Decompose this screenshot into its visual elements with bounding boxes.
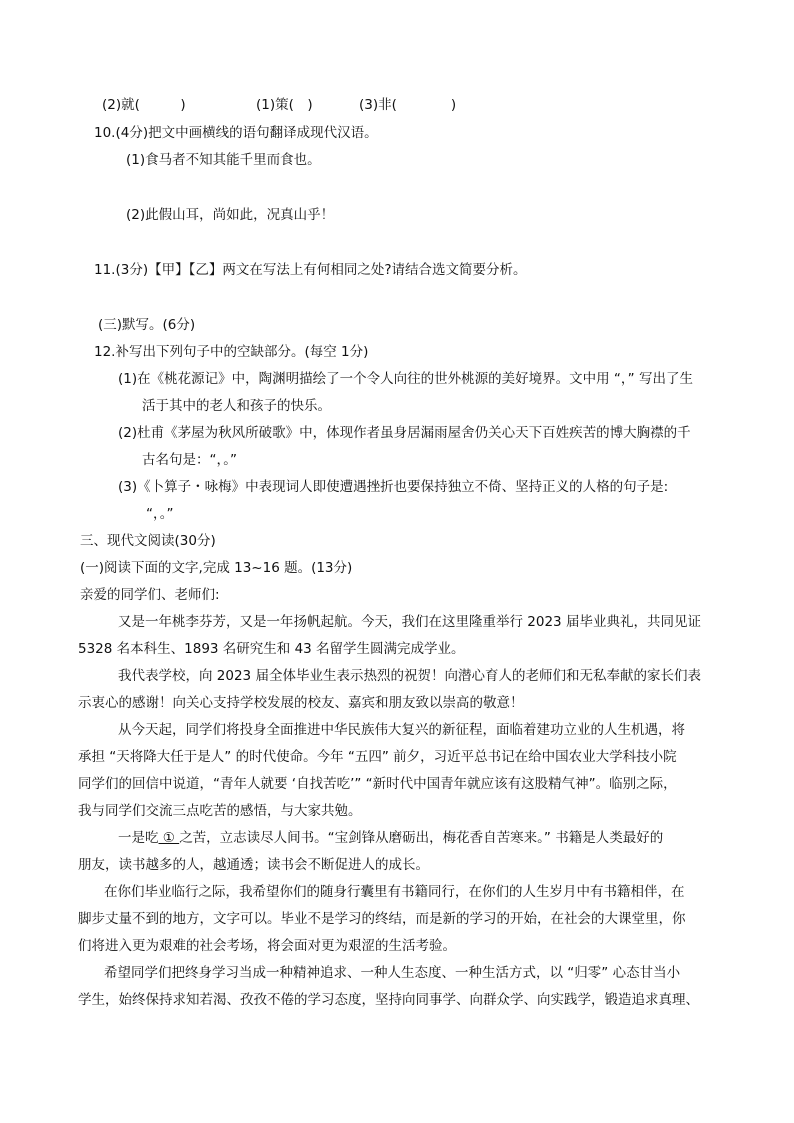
speech-p5-line-2: 脚步丈量不到的地方，文字可以。毕业不是学习的终结，而是新的学习的开始，在社会的大课堂里，你 xyxy=(78,911,686,927)
speech-p4-line-2: 朋友，读书越多的人，越通透；读书会不断促进人的成长。 xyxy=(78,857,429,873)
q12-2-line-b: 古名句是：“，。” xyxy=(142,452,237,468)
q12-2-line-a: (2)杜甫《茅屋为秋风所破歌》中，体现作者虽身居漏雨屋舍仍关心天下百姓疾苦的博大胸襟的千 xyxy=(118,425,691,441)
section-modern-subtitle: (一)阅读下面的文字,完成 13~16 题。(13分) xyxy=(80,560,353,576)
q10-sentence-1: (1)食马者不知其能千里而食也。 xyxy=(126,152,321,168)
speech-p3-line-1: 从今天起，同学们将投身全面推进中华民族伟大复兴的新征程，面临着建功立业的人生机遇，将 xyxy=(118,722,685,738)
speech-p6-line-2: 学生，始终保持求知若渴、孜孜不倦的学习态度，坚持向同事学、向群众学、向实践学，锻造追求真理、 xyxy=(78,992,699,1008)
blank-1: ① xyxy=(158,830,180,846)
q12-3-line-b: “，。” xyxy=(146,506,174,522)
speech-p5-line-1: 在你们毕业临行之际，我希望你们的随身行囊里有书籍同行，在你们的人生岁月中有书籍相伴，在 xyxy=(104,884,685,900)
q10-title: 10.(4分)把文中画横线的语句翻译成现代汉语。 xyxy=(94,125,378,141)
q12-title: 12.补写出下列句子中的空缺部分。(每空 1分) xyxy=(94,344,369,360)
q12-3-line-a: (3)《卜算子・咏梅》中表现词人即使遭遇挫折也要保持独立不倚、坚持正义的人格的句子是: xyxy=(118,479,669,495)
speech-p3-line-4: 我与同学们交流三点吃苦的感悟，与大家共勉。 xyxy=(78,803,362,819)
speech-p5-line-3: 们将进入更为艰难的社会考场，将会面对更为艰涩的生活考验。 xyxy=(78,938,456,954)
speech-p2-line-1: 我代表学校，向 2023 届全体毕业生表示热烈的祝贺！向潜心育人的老师们和无私奉献的家长们表 xyxy=(118,668,701,684)
section-dictation-title: (三)默写。(6分) xyxy=(98,317,196,333)
q9-blank-1: (1)策( ) xyxy=(256,97,313,113)
q12-1-line-b: 活于其中的老人和孩子的快乐。 xyxy=(142,398,331,414)
q12-1-line-a: (1)在《桃花源记》中，陶渊明描绘了一个令人向往的世外桃源的美好境界。文中用 “，” 写出了生 xyxy=(118,371,693,387)
speech-p4-pre: 一是吃 xyxy=(118,830,159,846)
speech-p1-line-2: 5328 名本科生、1893 名研究生和 43 名留学生圆满完成学业。 xyxy=(78,641,465,657)
section-modern-title: 三、现代文阅读(30分) xyxy=(80,533,216,549)
speech-p3-line-2: 承担 “天将降大任于是人” 的时代使命。今年 “五四” 前夕，习近平总书记在给中国农业大学科技小院 xyxy=(78,749,677,765)
q9-blank-2: (2)就( ) xyxy=(102,97,186,113)
q11-title: 11.(3分)【甲】【乙】两文在写法上有何相同之处?请结合选文简要分析。 xyxy=(94,262,527,278)
q9-blank-3: (3)非( ) xyxy=(359,97,457,113)
speech-greeting: 亲爱的同学们、老师们: xyxy=(80,587,220,603)
speech-p2-line-2: 示衷心的感谢！向关心支持学校发展的校友、嘉宾和朋友致以崇高的敬意！ xyxy=(78,695,524,711)
speech-p6-line-1: 希望同学们把终身学习当成一种精神追求、一种人生态度、一种生活方式，以 “归零” 心态甘当小 xyxy=(104,965,681,981)
speech-p4-post: 之苦，立志读尽人间书。“宝剑锋从磨砺出，梅花香自苦寒来。” 书籍是人类最好的 xyxy=(179,830,664,846)
speech-p4-line-1 xyxy=(118,829,663,847)
q10-sentence-2: (2)此假山耳，尚如此，况真山乎！ xyxy=(126,207,335,223)
speech-p1-line-1: 又是一年桃李芬芳，又是一年扬帆起航。今天，我们在这里隆重举行 2023 届毕业典礼，共同见证 xyxy=(118,614,701,630)
speech-p3-line-3: 同学们的回信中说道，“青年人就要 ‘自找苦吃’” “新时代中国青年就应该有这股精气神”。临别之际， xyxy=(78,776,677,792)
